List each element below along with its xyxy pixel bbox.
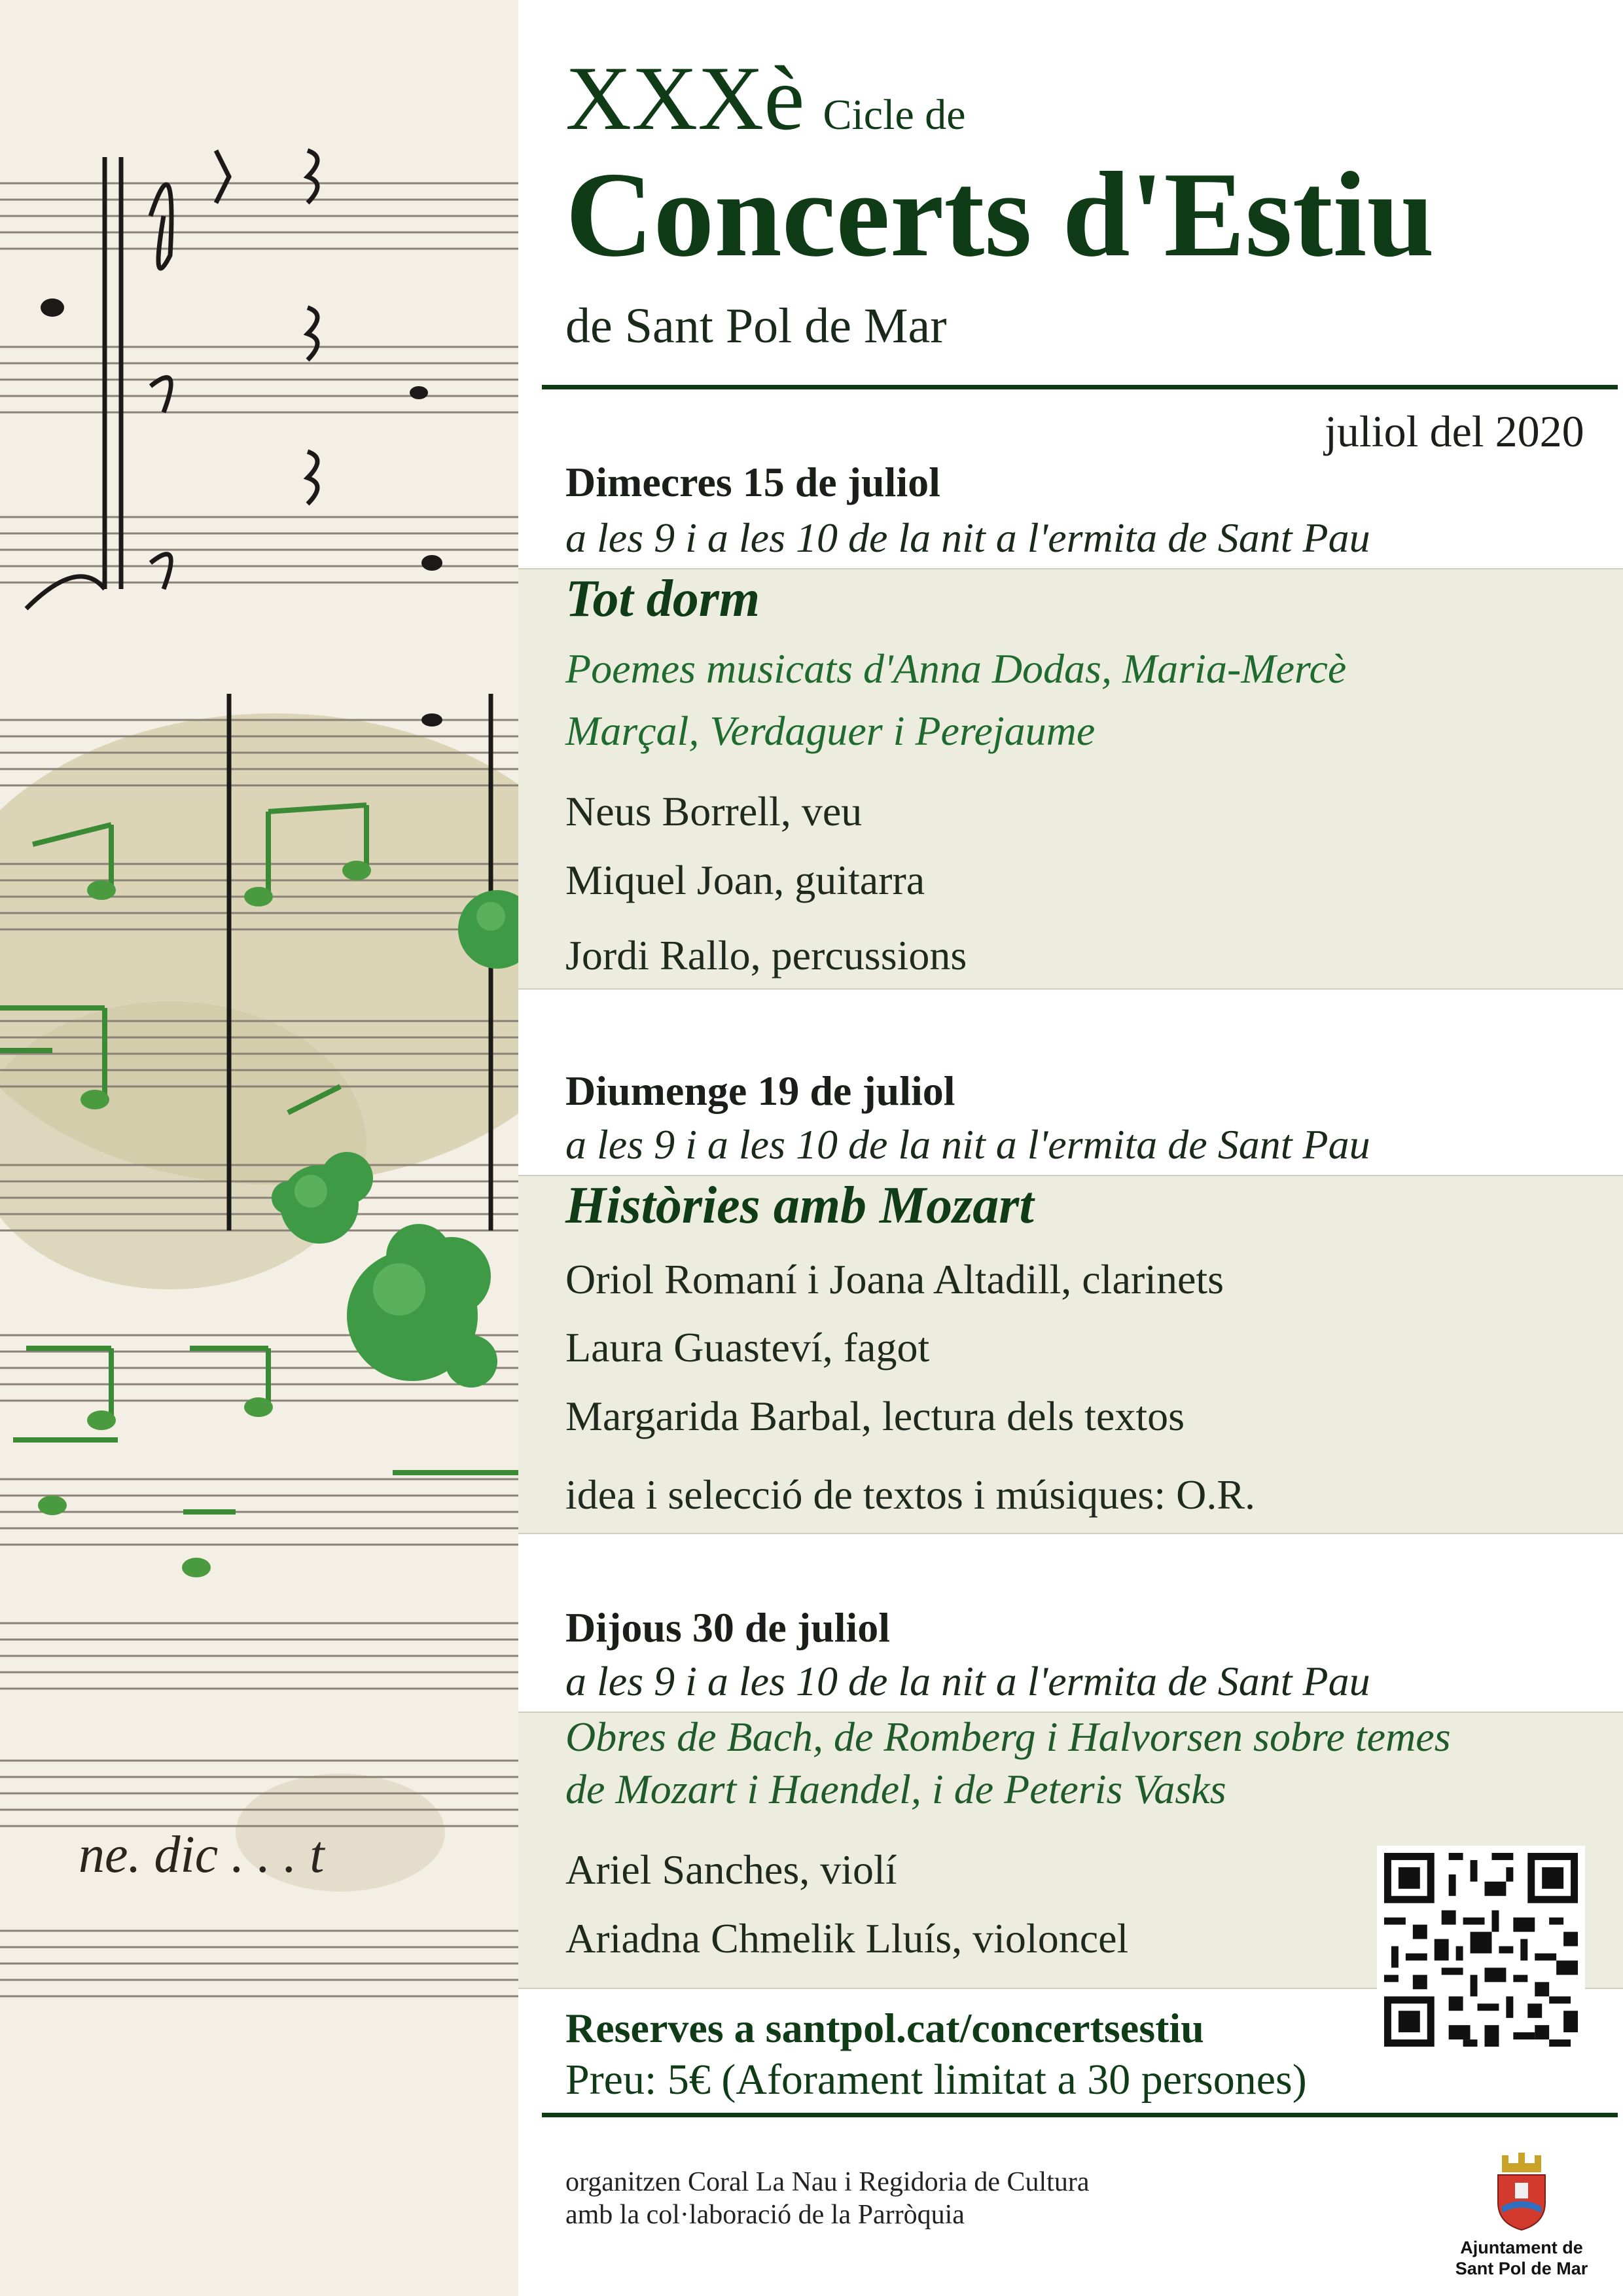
concert-3-time: a les 9 i a les 10 de la nit a l'ermita de Sant Pau (565, 1658, 1370, 1704)
month-label: juliol del 2020 (1325, 406, 1584, 456)
qr-code-icon[interactable] (1377, 1846, 1585, 2054)
music-manuscript-image (0, 0, 518, 2296)
concert-1-title: Tot dorm (565, 570, 760, 628)
concert-3-program: de Mozart i Haendel, i de Peteris Vasks (565, 1766, 1226, 1812)
concert-2-title: Històries amb Mozart (565, 1177, 1034, 1234)
concert-1-time: a les 9 i a les 10 de la nit a l'ermita de Sant Pau (565, 514, 1370, 561)
crest-caption (1436, 2237, 1607, 2280)
concert-1-panel (518, 568, 1623, 990)
page-title: Concerts d'Estiu (565, 147, 1435, 282)
cycle-label: Cicle de (823, 91, 966, 139)
organizers-line: organitzen Coral La Nau i Regidoria de Cultura (565, 2167, 1090, 2197)
concert-1-subtitle: Poemes musicats d'Anna Dodas, Maria-Mercè (565, 645, 1347, 692)
concert-1-subtitle: Marçal, Verdaguer i Perejaume (565, 708, 1096, 754)
booking-link[interactable]: Reserves a santpol.cat/concertsestiu (565, 2005, 1204, 2051)
concert-3-program: Obres de Bach, de Romberg i Halvorsen sobre temes (565, 1713, 1451, 1760)
concert-2-performer: Oriol Romaní i Joana Altadill, clarinets (565, 1256, 1224, 1302)
organizers-line: amb la col·laboració de la Parròquia (565, 2200, 965, 2230)
concert-1-performer: Neus Borrell, veu (565, 788, 863, 834)
crest-caption-line: Sant Pol de Mar (1455, 2259, 1588, 2279)
concert-2-performer: Margarida Barbal, lectura dels textos (565, 1393, 1185, 1439)
edition-label: XXXè (565, 48, 805, 149)
concert-1-date: Dimecres 15 de juliol (565, 459, 940, 505)
concert-2-time: a les 9 i a les 10 de la nit a l'ermita de Sant Pau (565, 1121, 1370, 1168)
footer-divider (542, 2113, 1618, 2117)
concert-3-performer: Ariadna Chmelik Lluís, violoncel (565, 1915, 1129, 1962)
svg-text:ne. dic . . . t: ne. dic . . . t (79, 1826, 325, 1884)
header-divider (542, 385, 1618, 389)
place-label: de Sant Pol de Mar (565, 298, 947, 353)
concert-2-performer: idea i selecció de textos i músiques: O.R. (565, 1471, 1255, 1518)
concert-3-date: Dijous 30 de juliol (565, 1604, 891, 1651)
crest-caption-line: Ajuntament de (1460, 2238, 1583, 2257)
concert-2-date: Diumenge 19 de juliol (565, 1067, 955, 1114)
concert-3-performer: Ariel Sanches, violí (565, 1846, 897, 1893)
concert-2-performer: Laura Guasteví, fagot (565, 1324, 930, 1371)
municipal-crest-icon (1489, 2150, 1554, 2232)
header (565, 46, 1586, 360)
concert-1-performer: Miquel Joan, guitarra (565, 857, 925, 903)
price-label: Preu: 5€ (Aforament limitat a 30 persones) (565, 2056, 1307, 2104)
concert-1-performer: Jordi Rallo, percussions (565, 932, 967, 978)
